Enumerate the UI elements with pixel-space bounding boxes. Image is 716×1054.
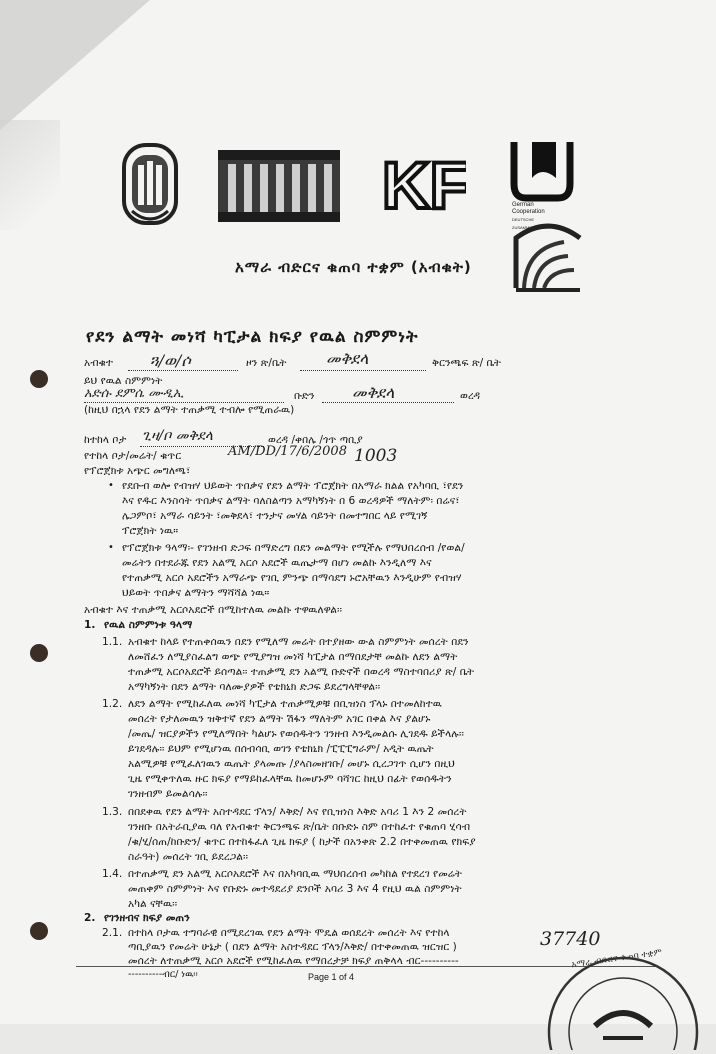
intro-label: ቡድን xyxy=(294,390,315,402)
intro-text: (ከዚህ በኋላ የደን ልማት ተጠቃሚ ተብሎ የሚጠራዉ) xyxy=(84,404,295,416)
clause-line: ለመሸፈን ለሚያስፈልግ ወጭ የሚያግዝ መነሻ ካፒታል በማበደታቸ መልኩ ለደን ልማት xyxy=(128,651,458,663)
round-seal-icon xyxy=(533,940,703,1050)
fill-line xyxy=(322,402,454,403)
intro-label: የተከላ ቦታ/መሬት/ ቁጥር xyxy=(84,450,182,462)
handwritten-plot-number: AM/DD/17/6/2008 xyxy=(228,444,347,459)
intro-label: ከተከላ ቦታ xyxy=(84,434,127,446)
punch-hole xyxy=(30,644,48,662)
intro-label: ቅርንጫፍ ጽ/ ቤት xyxy=(432,357,501,369)
clause-line: በተጠቃሚ ደን አልሚ አርሶአደሮች እና በአካባቢዉ ማህበረሰብ መካከል የተደረገ የመሬት xyxy=(128,868,463,880)
agreement-intro: አብቁተ እና ተጠቃሚ አርሶአደሮች በሚከተለዉ መልኩ ተዋዉለዋል፡፡ xyxy=(84,604,342,616)
clause-line: በበደቀዉ የደን ልማት አስተዳደር ፕላን/ እቅድ/ እና የቢዝነስ እቅድ አባሪ 1 እን 2 መሰረት xyxy=(128,806,467,818)
folded-corner xyxy=(0,0,150,130)
section-title: የዉል ስምምነቱ ዓላማ xyxy=(104,619,193,631)
kfw-logo-text: KF xyxy=(382,148,466,214)
punch-hole xyxy=(30,922,48,940)
clause-line: ለደን ልማት የሚከፈለዉ መነሻ ካፒታል ተጠቃሚዎቹ በቢዝነስ ፕላኑ በተመለከተዉ xyxy=(128,698,442,710)
clause-line: ገንዘብም ይመልሳሉ፡፡ xyxy=(128,788,208,800)
coop-line-3: DEUTSCHE ZUSAMMENARBEIT xyxy=(512,217,550,230)
forest-enterprise-logo-icon xyxy=(508,218,588,302)
clause-line: አብቁተ ከላይ የተጠቀሰዉን በደን የሚለማ መሬት በተያዘው ውል ስምምነት መሰረት በደን xyxy=(128,636,469,648)
clause-line: ጊዜ የሚቀጥለዉ ዙር ክፍያ የማይከፈላቸዉ ከመሆኑም ባሻገር ከዚህ በፊት የወሰዱትን xyxy=(128,773,452,785)
clause-number: 1.3. xyxy=(102,806,123,818)
handwritten-group: መቅደላ xyxy=(352,383,395,402)
bullet-line: የደቡብ ወሎ የብዝሃ ህይወት ጥበቃና የደን ልማት ፕሮጀክት በአማራ ክልል የአካባቢ ፣የደን xyxy=(122,480,464,492)
bullet-line: የፕሮጀክቱ ዓላማ፡- የገንዘብ ድጋፍ በማድረግ በደን መልማት የሚችሉ የማህበረሰብ /የወል/ xyxy=(122,542,465,554)
coop-line-1: German xyxy=(512,202,534,208)
handwritten-amount: 37740 xyxy=(540,928,601,950)
intro-label: ወረዳ /ቀበሌ /ጎጥ ጣቢያ xyxy=(268,434,363,446)
clause-line: መሰረት ለተጠቃሚ አርሶ አደሮች የሚከፈለዉ የማበረታቻ ክፍያ ጠቅላላ ብር---------- xyxy=(128,955,459,967)
intro-label: አብቁተ xyxy=(84,357,113,369)
bullet-dot: • xyxy=(108,480,114,491)
intro-text: ይህ የዉል ስምምነት xyxy=(84,375,163,387)
seal-text: አማራ ብድርና ቁጠባ ተቋም xyxy=(570,947,663,971)
clause-line: አማካኝነት በደን ልማት ባለሙያዎች የቴክኒክ ድጋፍ ይደረግላቸዋል፡፡ xyxy=(128,681,381,693)
intro-label: ዞን ጽ/ቤት xyxy=(246,357,287,369)
fill-line xyxy=(84,402,284,403)
fold-shadow xyxy=(0,120,60,230)
clause-number: 1.4. xyxy=(102,868,123,880)
clause-line: /ቁ/ሂ/ሰጠ/ከቡድን/ ቁጥር በተከፋፈለ ጊዜ ክፍያ ( ከታች በአንቀጽ 2.2 በተቀመጠዉ የክፍያ xyxy=(128,836,476,848)
clause-line: /መጤ/ ዝርያዎችን የሚለማበት ካልሆኑ የወሰዱትን ገንዘብ እንዲመልሱ ሊገደዱ ይችላሉ፡፡ xyxy=(128,728,464,740)
section-number: 2. xyxy=(84,912,96,924)
clause-number: 2.1. xyxy=(102,927,123,939)
bullet-line: እና የዱር እንስሳት ጥበቃና ልማት ባለስልጣን አማካኝነት በ 6 ወረዳዎች ማለትም፡ በሬና፣ xyxy=(122,495,460,507)
organization-name: አማራ ብድርና ቁጠባ ተቋም (አብቁት) xyxy=(235,258,472,276)
bullet-line: ፕሮጀክት ነዉ። xyxy=(122,525,179,537)
handwritten-site: ጊዛ/ቦ መቅደላ xyxy=(142,428,213,444)
clause-line: ተጠቃሚ አርሶአደሮች ይሰጣል፡፡ ተጠቃሚ ደን አልሚ ቡድኖች በወረዳ ማስተባበሪያ ጽ/ ቤት xyxy=(128,666,475,678)
page-number: Page 1 of 4 xyxy=(308,972,355,982)
section-number: 1. xyxy=(84,619,96,631)
bullet-line: የተጠቃሚ አርሶ አደሮችን አማራጭ የገቢ ምንጭ በማሳደግ ኑሮአቸዉን እንዲሁም የብዝሃ xyxy=(122,572,462,584)
bullet-line: መሬትን በተደራጁ የደን አልሚ አርሶ አደሮች ዉጤታማ በሆነ መልኩ እንዲለማ እና xyxy=(122,557,432,569)
punch-hole xyxy=(30,370,48,388)
bullet-line: ሌጋምቦ፣ አማራ ሳይንት ፣መቅደላ፣ ተንታና መሃል ሳይንት በመተግበር ላይ የሚገኝ xyxy=(122,510,428,522)
intro-label: ወረዳ xyxy=(460,390,481,402)
handwritten-name: አድሱ ደምሴ ሙዲኢ xyxy=(84,386,184,401)
clause-number: 1.2. xyxy=(102,698,123,710)
clause-line: ጣቢያዉን የመሬት ሁኔታ ( በደን ልማት አስተዳደር ፕላን/እቅድ/ በተቀመጠዉ ዝርዝር ) xyxy=(128,941,457,953)
clause-line: ስራዓት) መሰረት ገቢ ይደረጋል፡፡ xyxy=(128,851,249,863)
handwritten-plot-number-2: 1003 xyxy=(354,446,398,466)
bullet-dot: • xyxy=(108,542,114,553)
clause-line: አልሚዎቹ የሚፈለገዉን ዉጤት ያላመጡ /ያላስመዘገቡ/ መሆኑ ሲረጋገጥ ሲሆን በዚህ xyxy=(128,758,455,770)
kfw-logo xyxy=(380,144,466,218)
fill-line xyxy=(128,370,238,371)
clause-line: አካል ናቸዉ፡፡ xyxy=(128,898,178,910)
document-title: የደን ልማት መነሻ ካፒታል ክፍያ የዉል ስምምነት xyxy=(86,327,419,347)
clause-line: ገንዘቡ በአትራቢያዉ ባለ የአብቁተ ቅርንጫፍ ጽ/ቤት በቡድኑ ስም በተከፈተ የቁጠባ ሂሳብ xyxy=(128,821,471,833)
clause-line: መሰረት የታለመዉን ዝቅተኛ የደን ልማት ሽፋን ማለትም አገር በቀል እና ያልሆኑ xyxy=(128,713,431,725)
coop-line-2: Cooperation xyxy=(512,209,545,215)
handwritten-branch: መቅደላ xyxy=(326,349,369,368)
clause-line: በተከላ ቦታዉ ተግባራዊ በሚደረገዉ የደን ልማት ሞዴል ወሰደረት መሰረት እና የተከላ xyxy=(128,927,450,939)
logo-strip xyxy=(118,132,638,232)
clause-line: ----------ብር/ ነዉ፡፡ xyxy=(128,969,198,980)
clause-line: ይገደዳሉ፡፡ ይህም የሚሆነዉ በሰብሳቢ ወገን የቴክኒክ /ፒፒፒግራም/ አዲት ዉጤት xyxy=(128,743,434,755)
amhara-emblem-icon xyxy=(118,137,182,231)
building-logo-icon xyxy=(218,150,340,226)
clause-line: መጠቀም ስምምነት እና የቡድኑ መተዳደሪያ ደንቦች አባሪ 3 እና 4 የዚህ ዉል ስምምነት xyxy=(128,883,462,895)
handwritten-zone: ጓ/ወ/ሶ xyxy=(150,351,191,370)
clause-number: 1.1. xyxy=(102,636,123,648)
bullet-line: ህይወት ጥበቃና ልማትን ማሻሻል ነዉ። xyxy=(122,587,270,599)
section-intro: የፕሮጀክቱ አጭር መግለጫ፣ xyxy=(84,465,191,477)
fill-line xyxy=(300,370,426,371)
section-title: የገንዘብና ክፍያ መጠን xyxy=(104,912,190,924)
